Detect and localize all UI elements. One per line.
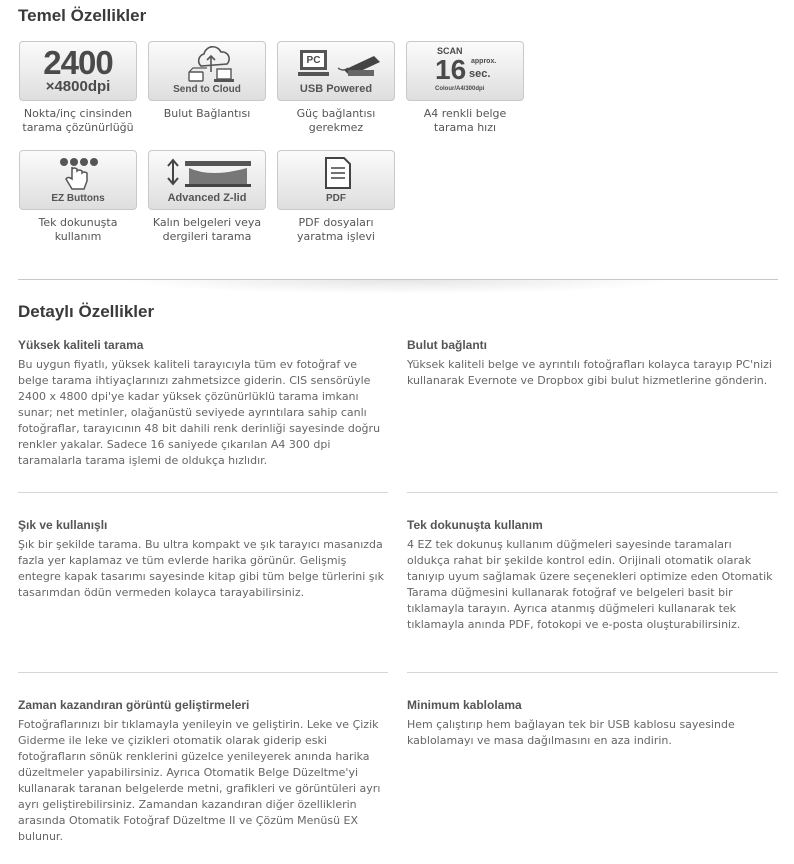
pdf-icon: PDF <box>277 150 395 210</box>
detail-body: Hem çalıştırıp hem bağlayan tek bir USB kablosu sayesinde kablolamayı ve masa dağılmasını en aza indirin. <box>407 718 735 747</box>
row-divider <box>18 672 388 673</box>
detail-body: 4 EZ tek dokunuş kullanım düğmeleri sayesinde taramaları oldukça rahat bir şekilde kontrol edin. Orijinali otomatik olarak tanıyıp uyum sağlamak üzere seçenekleri optimize eden Otomatik Tarama düğmesini kullanarak fotoğraf ve belgeleri basit bir tıklamayla tarayın. Ayrıca atanmış düğmeleri kullanarak tek tıklamayla anında PDF, fotokopi ve e-posta oluşturabilirsiniz. <box>407 538 773 631</box>
feature-cloud <box>148 41 266 121</box>
feature-speed <box>406 41 524 135</box>
basic-features-title: Temel Özellikler <box>18 6 147 25</box>
feature-caption: Güç bağlantısı gerekmez <box>296 107 376 134</box>
section-divider-shadow <box>120 280 680 294</box>
feature-caption: Kalın belgeleri veya dergileri tarama <box>152 216 262 243</box>
detail-title: Yüksek kaliteli tarama <box>18 338 144 352</box>
feature-resolution <box>19 41 137 135</box>
row-divider <box>407 672 778 673</box>
feature-caption: Nokta/inç cinsinden tarama çözünürlüğü <box>22 107 134 134</box>
detail-image-enhancement <box>18 698 388 845</box>
feature-caption: Tek dokunuşta kullanım <box>38 216 118 243</box>
feature-pdf <box>277 150 395 244</box>
feature-zlid <box>148 150 266 244</box>
detail-title: Şık ve kullanışlı <box>18 518 108 532</box>
detail-cloud <box>407 338 777 389</box>
feature-caption: A4 renkli belge tarama hızı <box>423 107 507 134</box>
feature-caption: Bulut Bağlantısı <box>163 107 251 120</box>
detail-minimum-cabling <box>407 698 777 749</box>
detail-title: Tek dokunuşta kullanım <box>407 518 543 532</box>
detail-one-touch <box>407 518 777 633</box>
detail-high-quality <box>18 338 388 469</box>
row-divider <box>407 492 778 493</box>
feature-caption: PDF dosyaları yaratma işlevi <box>297 216 375 243</box>
advanced-zlid-icon: Advanced Z-lid <box>148 150 266 210</box>
detail-title: Bulut bağlantı <box>407 338 487 352</box>
feature-ez-buttons <box>19 150 137 244</box>
detail-body: Bu uygun fiyatlı, yüksek kaliteli tarayıcıyla tüm ev fotoğraf ve belge tarama ihtiyaçlarınızı zahmetsizce giderin. CIS sensörüyle 2400 x 4800 dpi'ye kadar yüksek çözünürlüklü tarama imkanı sunar; net metinler, olağanüstü seviyede ayrıntılara sahip canlı fotoğraflar, tarayıcının 48 bit dahili renk derinliği sayesinde doğru renkler yakalar. Sadece 16 saniyede çıkarılan A4 300 dpi taramalarla tarama işlemi de oldukça hızlıdır. <box>18 358 381 467</box>
detail-title: Zaman kazandıran görüntü geliştirmeleri <box>18 698 250 712</box>
feature-usb <box>277 41 395 135</box>
row-divider <box>18 492 388 493</box>
ez-buttons-icon: EZ Buttons <box>19 150 137 210</box>
send-to-cloud-icon: Send to Cloud <box>148 41 266 101</box>
detail-body: Fotoğraflarınızı bir tıklamayla yenileyin ve geliştirin. Leke ve Çizik Giderme ile leke ve çizikleri otomatik olarak giderip eski fotoğrafların sönük renklerini güzelce yenileyerek anında harika düzeltmeler yapabilirsiniz. Ayrıca Otomatik Belge Düzeltme'yi kullanarak taranan belgelerde metni, grafikleri ve görüntüleri ayrı ayrı geliştirebilirsiniz. Zamandan kazandıran diğer özelliklerin arasında Otomatik Fotoğraf Düzeltme II ve Çözüm Menüsü EX bulunur. <box>18 718 381 843</box>
detail-stylish <box>18 518 388 601</box>
resolution-2400-icon: 2400 ×4800dpi <box>19 41 137 101</box>
detailed-features-title: Detaylı Özellikler <box>18 302 155 321</box>
detail-title: Minimum kablolama <box>407 698 522 712</box>
usb-powered-icon: PC USB Powered <box>277 41 395 101</box>
detail-body: Şık bir şekilde tarama. Bu ultra kompakt ve şık tarayıcı masanızda fazla yer kaplamaz ve tüm evlerde harika görünür. Gelişmiş entegre kapak tasarımı sayesinde kitap gibi tüm belge türlerini şık tasarımdan ödün vermeden kolayca tarayabilirsiniz. <box>18 538 384 599</box>
detail-body: Yüksek kaliteli belge ve ayrıntılı fotoğrafları kolayca tarayıp PC'nizi kullanarak Evernote ve Dropbox gibi bulut hizmetlerine gönderin. <box>407 358 772 387</box>
scan-speed-icon: SCAN 16 approx. sec. Colour/A4/300dpi <box>406 41 524 101</box>
